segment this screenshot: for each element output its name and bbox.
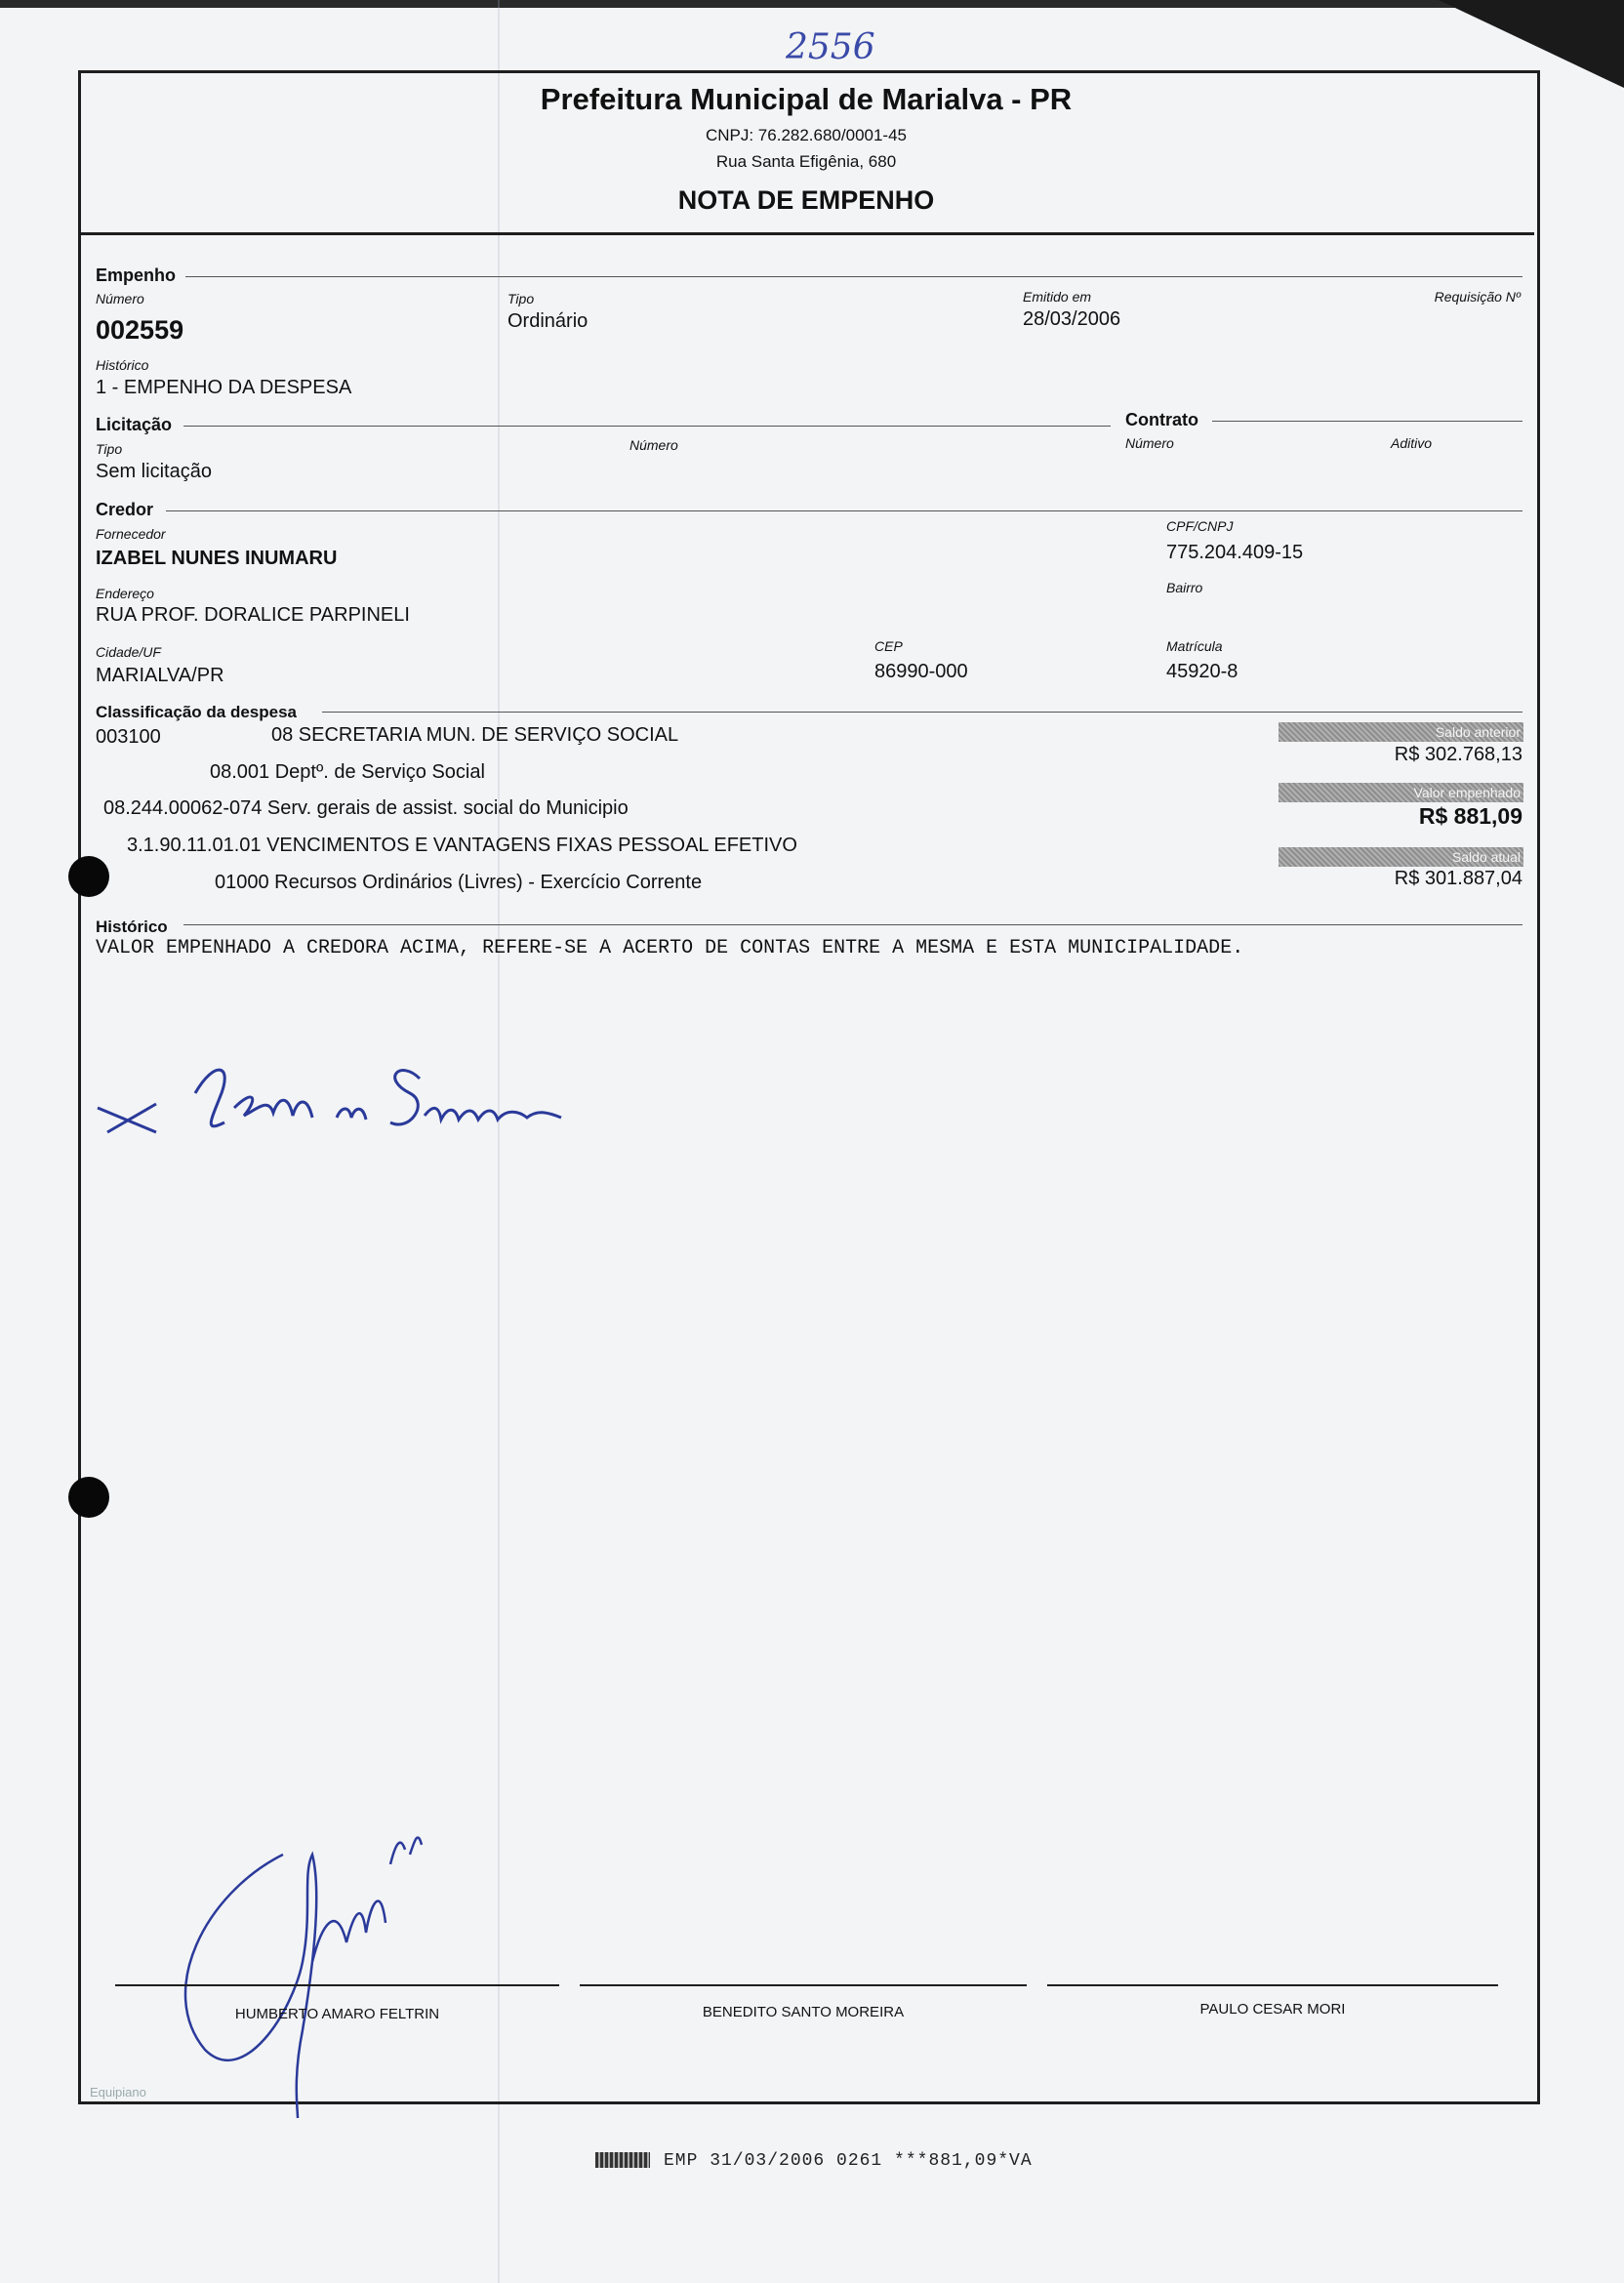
empenho-numero: 002559 (96, 315, 184, 345)
cpf-label: CPF/CNPJ (1166, 518, 1234, 534)
historico-section-label: Histórico (96, 917, 168, 936)
classificacao-section-label: Classificação da despesa (96, 703, 298, 721)
signature-name-2: BENEDITO SANTO MOREIRA (702, 2004, 905, 2020)
signature-name-1: HUMBERTO AMARO FELTRIN (234, 2006, 440, 2022)
saldo-atual-value: R$ 301.887,04 (1394, 868, 1522, 889)
credor-section-label: Credor (96, 500, 154, 519)
classificacao-rule (322, 712, 1522, 713)
cidade-value: MARIALVA/PR (96, 665, 224, 686)
equip-label: Equipiano (90, 2085, 146, 2100)
punch-hole-bottom (68, 1477, 109, 1518)
licitacao-rule (183, 426, 1111, 427)
contrato-aditivo-label: Aditivo (1391, 435, 1433, 451)
empenho-numero-label: Número (96, 291, 144, 306)
fornecedor-name: IZABEL NUNES INUMARU (96, 548, 338, 569)
cep-value: 86990-000 (874, 661, 968, 682)
historico-text: VALOR EMPENHADO A CREDORA ACIMA, REFERE-SE A ACERTO DE CONTAS ENTRE A MESMA E ESTA MUNICIPALIDADE. (96, 937, 1244, 959)
class-secretaria: 08 SECRETARIA MUN. DE SERVIÇO SOCIAL (271, 724, 679, 746)
empenho-section-label: Empenho (96, 265, 177, 285)
matricula-label: Matrícula (1166, 638, 1223, 654)
credor-rule (166, 510, 1522, 511)
licitacao-tipo: Sem licitação (96, 461, 212, 482)
stamp-barcode-icon (595, 2152, 650, 2168)
cidade-label: Cidade/UF (96, 644, 161, 660)
empenho-tipo: Ordinário (508, 310, 589, 332)
punch-hole-top (68, 856, 109, 897)
class-funcional: 08.244.00062-074 Serv. gerais de assist. social do Municipio (103, 797, 629, 819)
doc-title: NOTA DE EMPENHO (677, 185, 935, 215)
empenho-historico-label: Histórico (96, 357, 149, 373)
empenho-historico: 1 - EMPENHO DA DESPESA (96, 377, 352, 398)
class-elemento: 3.1.90.11.01.01 VENCIMENTOS E VANTAGENS FIXAS PESSOAL EFETIVO (127, 835, 797, 856)
prefeitura-title: Prefeitura Municipal de Marialva - PR (540, 82, 1073, 116)
class-departamento: 08.001 Deptº. de Serviço Social (210, 761, 485, 783)
scan-top-shadow (0, 0, 1624, 8)
emitido-label: Emitido em (1023, 289, 1092, 305)
saldo-atual-label: Saldo atual (1279, 847, 1523, 867)
class-recurso: 01000 Recursos Ordinários (Livres) - Exercício Corrente (215, 872, 703, 893)
document-header (78, 70, 1534, 235)
licitacao-numero-label: Número (629, 437, 678, 453)
bairro-label: Bairro (1166, 580, 1203, 595)
official-signature-scribble (166, 1815, 498, 2128)
licitacao-tipo-label: Tipo (96, 441, 123, 457)
historico-rule (183, 924, 1522, 925)
contrato-rule (1212, 421, 1522, 422)
class-code: 003100 (96, 726, 161, 748)
empenho-rule (185, 276, 1522, 277)
signature-line-1 (115, 1984, 559, 1986)
cnpj: CNPJ: 76.282.680/0001-45 (705, 126, 908, 144)
contrato-numero-label: Número (1125, 435, 1174, 451)
address: Rua Santa Efigênia, 680 (715, 152, 897, 171)
signature-line-3 (1047, 1984, 1498, 1986)
saldo-anterior-value: R$ 302.768,13 (1394, 744, 1522, 765)
fornecedor-label: Fornecedor (96, 526, 166, 542)
licitacao-section-label: Licitação (96, 415, 173, 434)
creditor-handwritten-signature (88, 1040, 615, 1147)
saldo-anterior-label: Saldo anterior (1279, 722, 1523, 742)
stamp-text: EMP 31/03/2006 0261 ***881,09*VA (664, 2151, 1033, 2171)
valor-empenhado-label: Valor empenhado (1279, 783, 1523, 802)
requisicao-label: Requisição Nº (1434, 289, 1521, 305)
matricula-value: 45920-8 (1166, 661, 1238, 682)
valor-empenhado-value: R$ 881,09 (1418, 803, 1522, 829)
authentication-stamp (595, 2151, 1033, 2171)
emitido-date: 28/03/2006 (1023, 308, 1121, 330)
signature-line-2 (580, 1984, 1027, 1986)
cep-label: CEP (874, 638, 903, 654)
endereco-value: RUA PROF. DORALICE PARPINELI (96, 604, 410, 626)
cpf-value: 775.204.409-15 (1166, 542, 1304, 563)
endereco-label: Endereço (96, 586, 154, 601)
contrato-section-label: Contrato (1125, 410, 1198, 429)
empenho-tipo-label: Tipo (508, 291, 535, 306)
signature-name-3: PAULO CESAR MORI (1199, 2001, 1346, 2018)
handwritten-number: 2556 (786, 27, 875, 67)
